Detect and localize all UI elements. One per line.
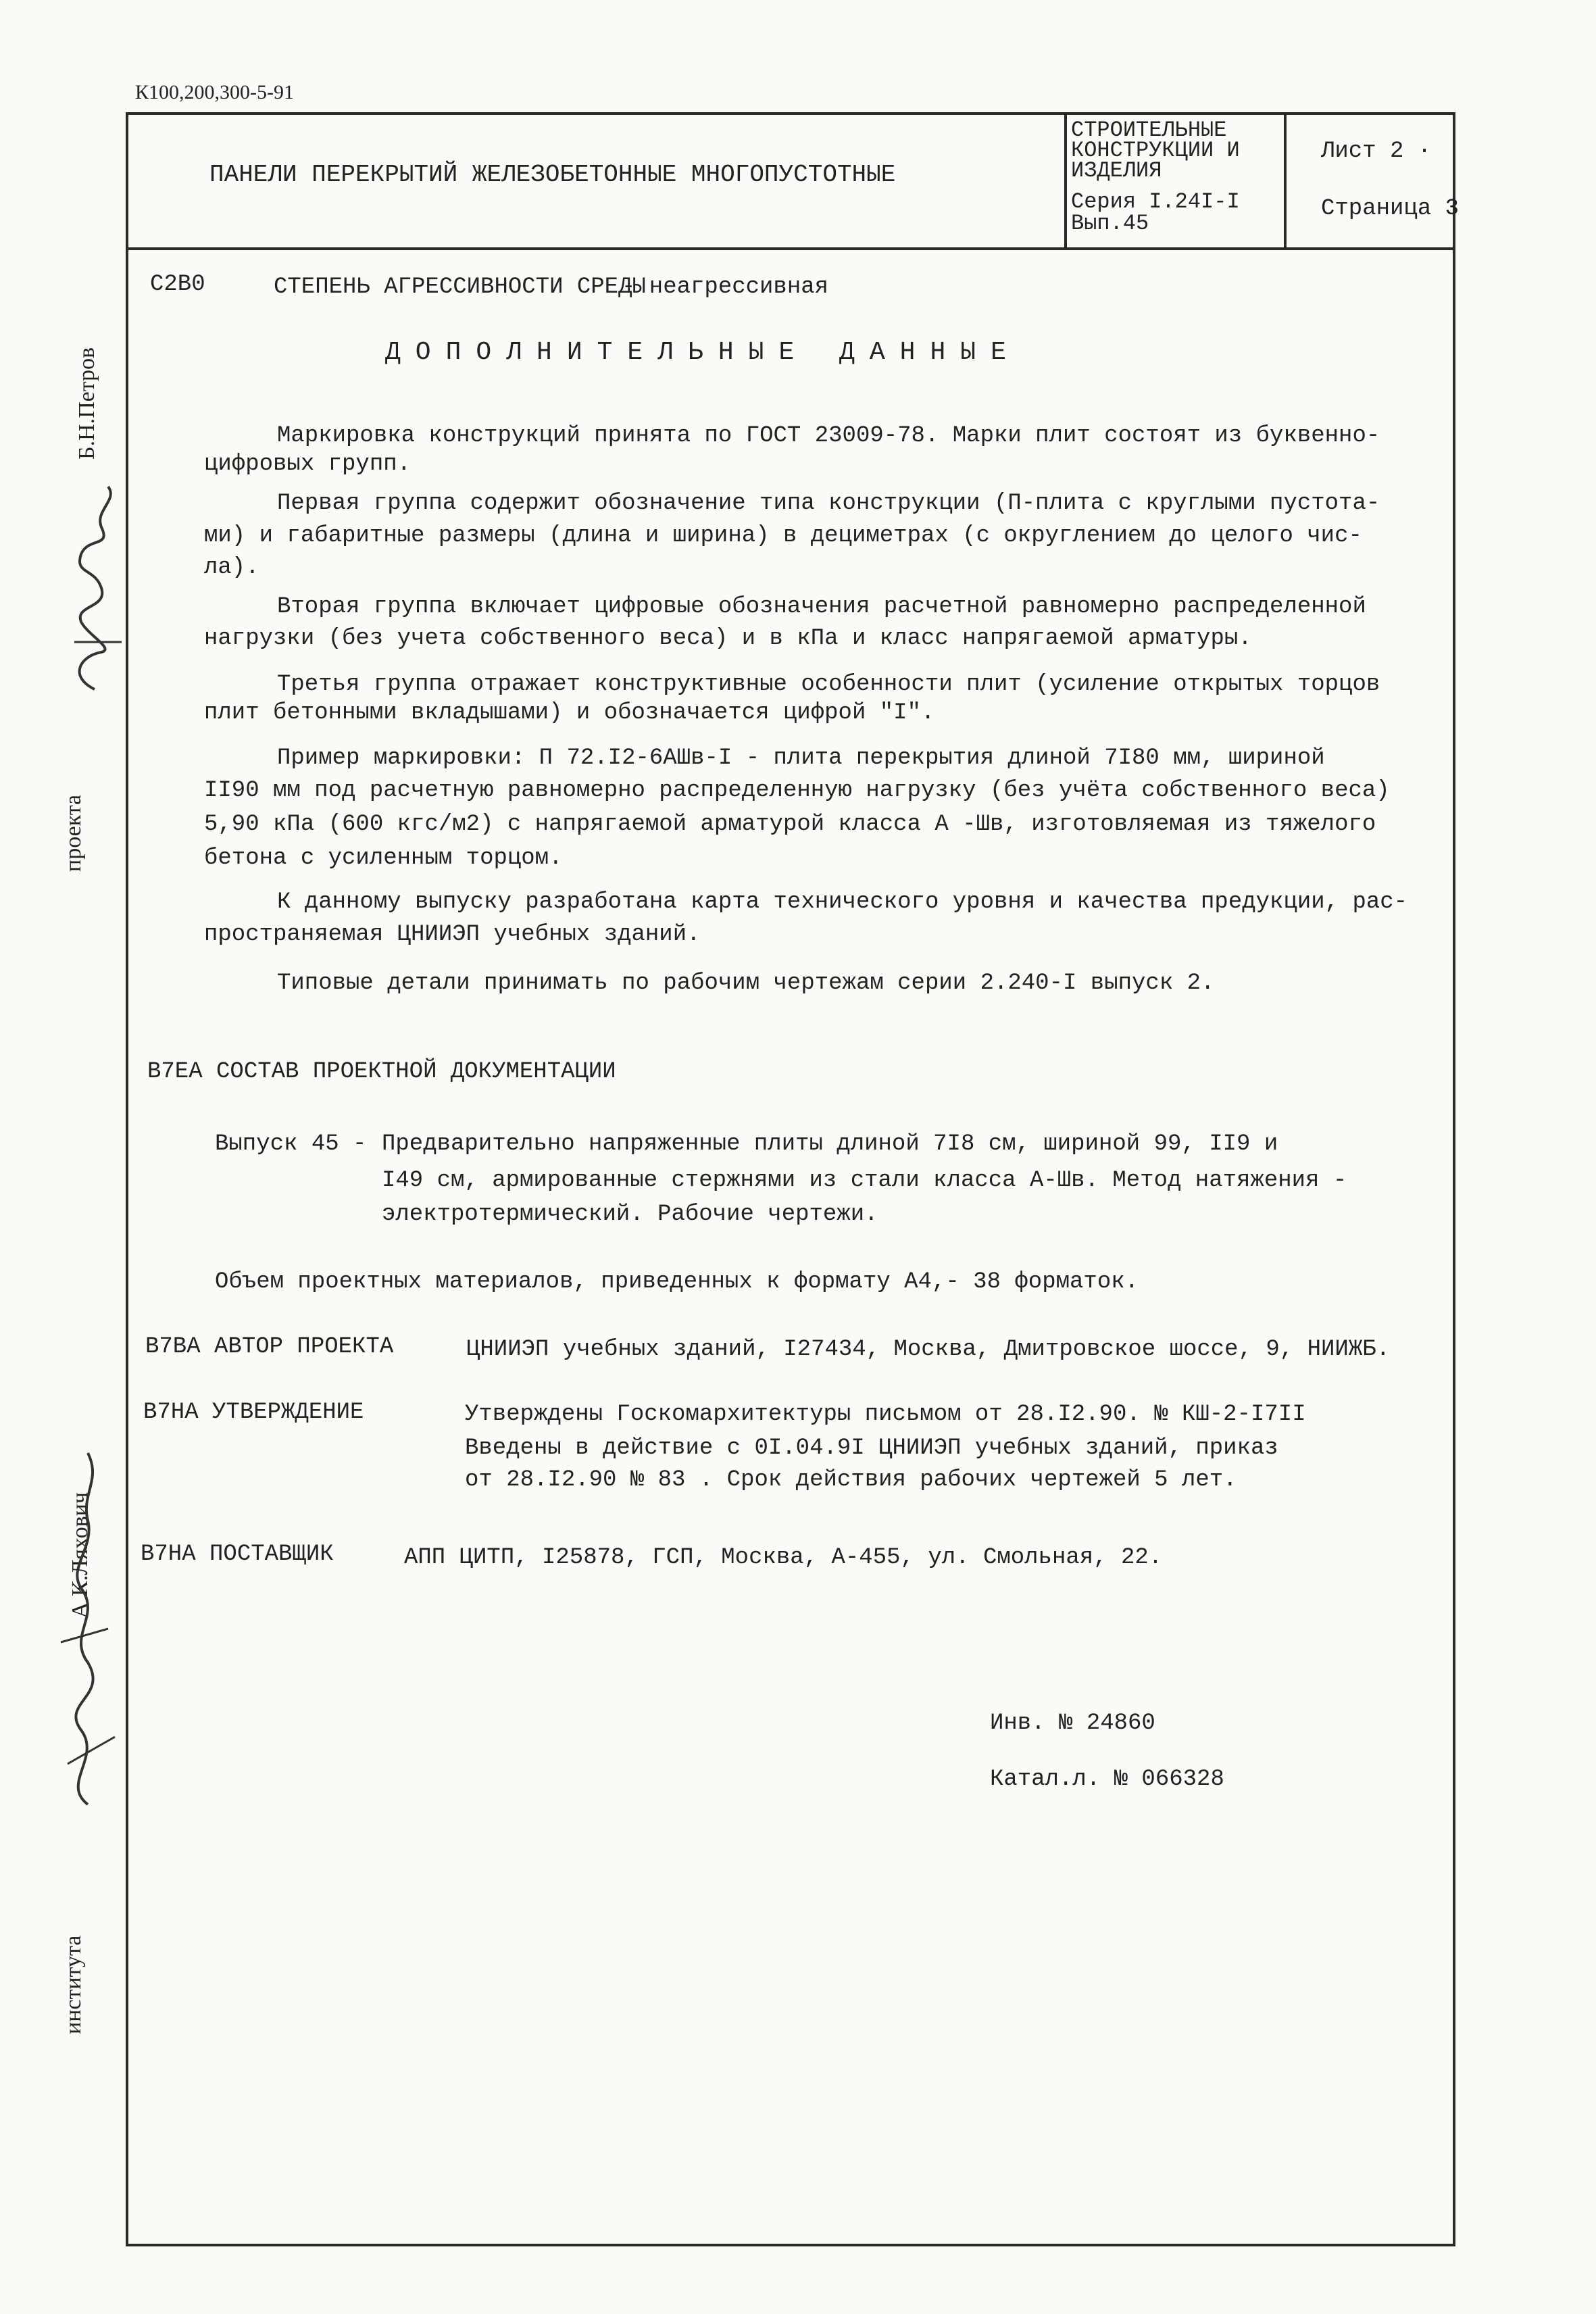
- header-column-line-1: [1064, 112, 1067, 250]
- b7ba-label: В7ВА АВТОР ПРОЕКТА: [145, 1334, 394, 1360]
- series-line-2: КОНСТРУКЦИИ И: [1071, 138, 1240, 163]
- paragraph-2-line-3: ла).: [204, 555, 259, 581]
- c2b0-value: - неагрессивная: [622, 274, 829, 300]
- paragraph-6-line-1: К данному выпуску разработана карта технического уровня и качества предукции, рас-: [277, 889, 1408, 915]
- b7ea-issue-line-2: I49 см, армированные стержнями из стали класса А-Шв. Метод натяжения -: [382, 1168, 1347, 1193]
- inventory-number: Инв. № 24860: [990, 1710, 1155, 1736]
- margin-lyakhovich: А К.Ляхович: [68, 1492, 93, 1619]
- b7ea-issue-line-1: Предварительно напряженные плиты длиной 7I8 см, шириной 99, II9 и: [382, 1131, 1278, 1157]
- b7ea-issue-label: Выпуск 45 -: [215, 1131, 367, 1157]
- series-line-1: СТРОИТЕЛЬНЫЕ: [1071, 118, 1227, 143]
- paragraph-5-line-1: Пример маркировки: П 72.I2-6АШв-I - плита перекрытия длиной 7I80 мм, шириной: [277, 745, 1325, 771]
- c2b0-code: С2В0: [150, 272, 205, 297]
- c2b0-label: СТЕПЕНЬ АГРЕССИВНОСТИ СРЕДЫ: [274, 274, 646, 300]
- paragraph-1-line-1: Маркировка конструкций принята по ГОСТ 23009-78. Марки плит состоят из буквенно-: [277, 423, 1380, 449]
- b7ea-volume: Объем проектных материалов, приведенных к формату А4,- 38 форматок.: [215, 1269, 1139, 1295]
- b7ha-approval-line-2: Введены в действие с 0I.04.9I ЦНИИЭП учебных зданий, приказ: [465, 1435, 1278, 1461]
- series-line-3: ИЗДЕЛИЯ: [1071, 158, 1162, 183]
- paragraph-3-line-1: Вторая группа включает цифровые обозначения расчетной равномерно распределенной: [277, 594, 1366, 620]
- series-line-5: Вып.45: [1071, 211, 1149, 236]
- paragraph-6-line-2: пространяемая ЦНИИЭП учебных зданий.: [204, 922, 701, 947]
- additional-data-title: ДОПОЛНИТЕЛЬНЫЕ ДАННЫЕ: [385, 338, 1021, 367]
- paragraph-5-line-2: II90 мм под расчетную равномерно распределенную нагрузку (без учёта собственного веса): [204, 778, 1390, 804]
- b7ha-approval-label: В7НА УТВЕРЖДЕНИЕ: [143, 1400, 364, 1425]
- header-column-line-2: [1284, 112, 1287, 250]
- paragraph-7-line-1: Типовые детали принимать по рабочим чертежам серии 2.240-I выпуск 2.: [277, 970, 1215, 996]
- doc-code: К100,200,300-5-91: [135, 81, 294, 103]
- b7ha-approval-line-1: Утверждены Госкомархитектуры письмом от 28.I2.90. № КШ-2-I7II: [465, 1402, 1306, 1427]
- paragraph-5-line-3: 5,90 кПа (600 кгс/м2) с напрягаемой арматурой класса А -Шв, изготовляемая из тяжелого: [204, 812, 1376, 837]
- b7ha-supplier-value: АПП ЦИТП, I25878, ГСП, Москва, А-455, ул. Смольная, 22.: [404, 1545, 1163, 1571]
- b7ea-issue-line-3: электротермический. Рабочие чертежи.: [382, 1202, 878, 1227]
- paragraph-2-line-1: Первая группа содержит обозначение типа конструкции (П-плита с круглыми пустота-: [277, 491, 1380, 516]
- b7ha-supplier-label: В7НА ПОСТАВЩИК: [141, 1542, 334, 1567]
- margin-proekta: проекта: [61, 794, 86, 872]
- b7ba-value: ЦНИИЭП учебных зданий, I27434, Москва, Дмитровское шоссе, 9, НИИЖБ.: [466, 1337, 1391, 1362]
- header-title: ПАНЕЛИ ПЕРЕКРЫТИЙ ЖЕЛЕЗОБЕТОННЫЕ МНОГОПУСТОТНЫЕ: [209, 161, 896, 189]
- paragraph-2-line-2: ми) и габаритные размеры (длина и ширина) в дециметрах (с округлением до целого чис-: [204, 523, 1362, 549]
- signature-lyakhovich: [41, 1439, 128, 1818]
- paragraph-1-line-2: цифровых групп.: [204, 451, 412, 477]
- b7ha-approval-line-3: от 28.I2.90 № 83 . Срок действия рабочих чертежей 5 лет.: [465, 1467, 1237, 1493]
- page-number: Страница 3: [1321, 196, 1460, 222]
- paragraph-3-line-2: нагрузки (без учета собственного веса) и в кПа и класс напрягаемой арматуры.: [204, 626, 1252, 651]
- paragraph-5-line-4: бетона с усиленным торцом.: [204, 845, 563, 871]
- signature-petrov: [54, 473, 135, 696]
- series-line-4: Серия I.24I-I: [1071, 189, 1240, 214]
- header-divider: [126, 247, 1453, 250]
- paragraph-4-line-2: плит бетонными вкладышами) и обозначается цифрой "I".: [204, 700, 935, 726]
- margin-instituta: института: [61, 1935, 86, 2034]
- b7ea-heading: В7ЕА СОСТАВ ПРОЕКТНОЙ ДОКУМЕНТАЦИИ: [147, 1059, 616, 1085]
- sheet-number: Лист 2 ·: [1321, 139, 1432, 164]
- paragraph-4-line-1: Третья группа отражает конструктивные особенности плит (усиление открытых торцов: [277, 672, 1380, 697]
- margin-petrov: Б.Н.Петров: [74, 347, 99, 460]
- catalog-number: Катал.л. № 066328: [990, 1767, 1224, 1792]
